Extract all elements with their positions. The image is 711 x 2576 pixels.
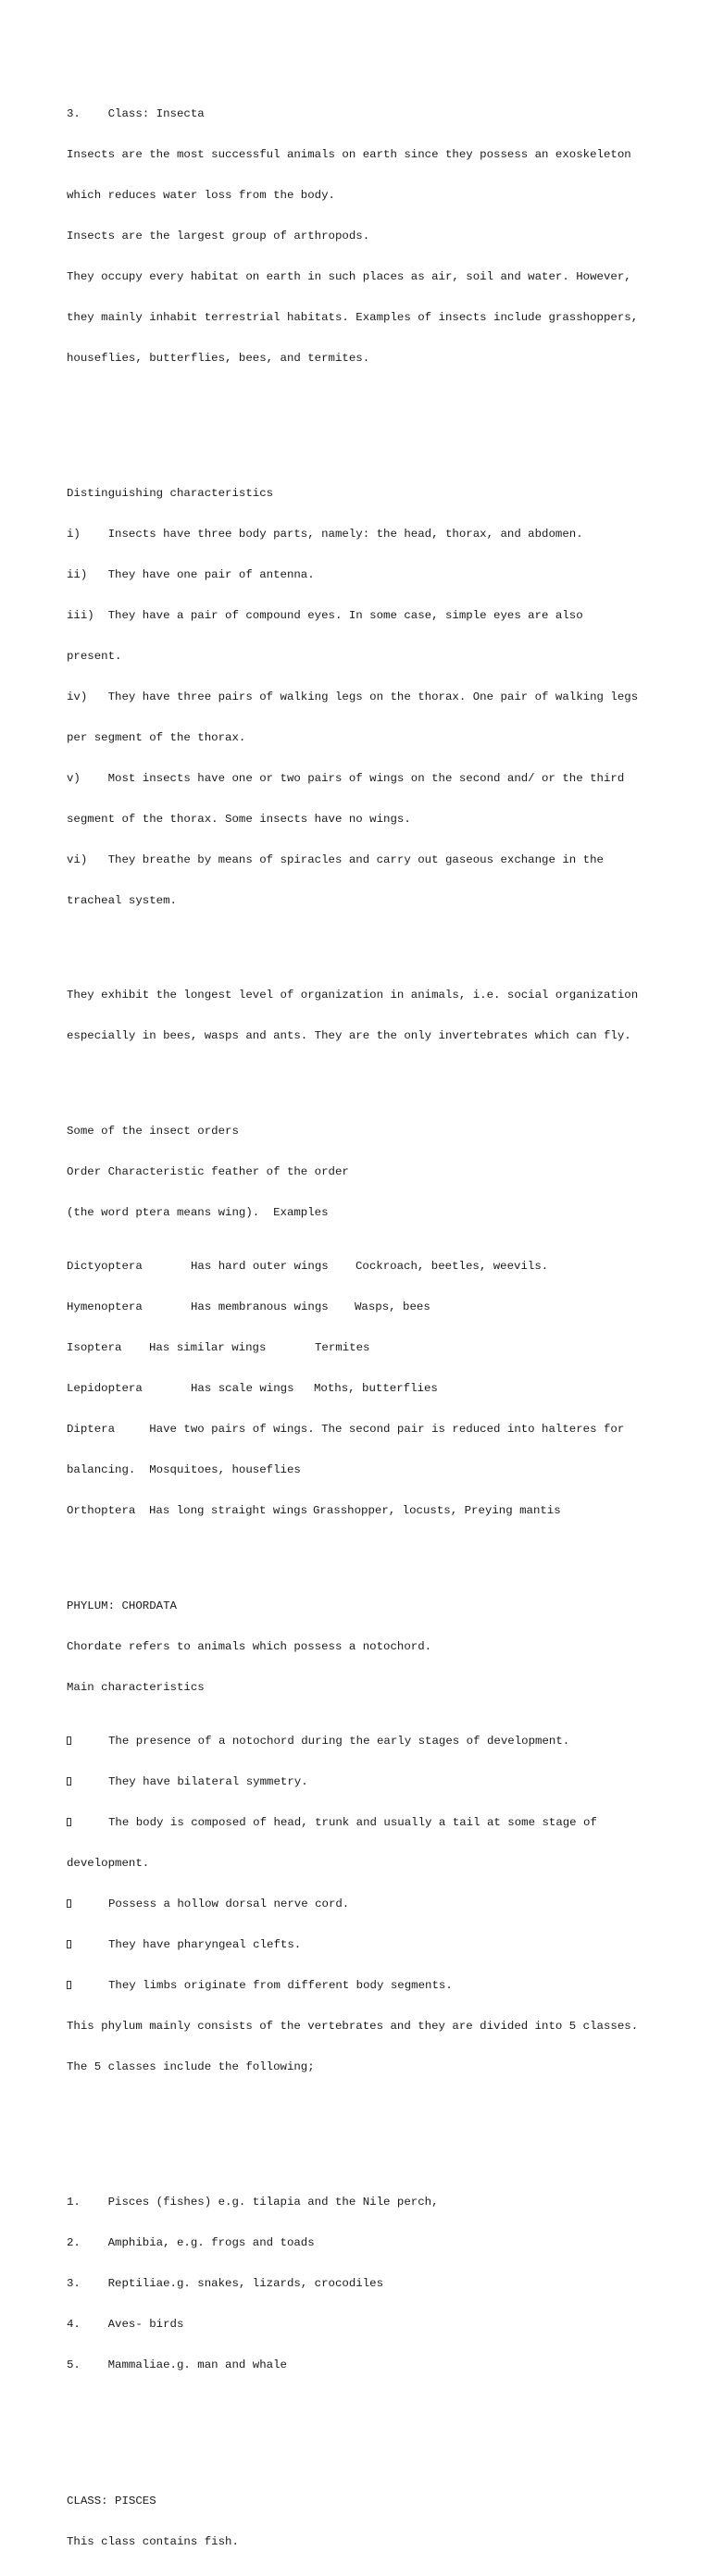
characteristic-item: per segment of the thorax. [67,730,246,744]
bullet-item [67,1898,659,1911]
characteristic-item: iv) They have three pairs of walking legs on the thorax. One pair of walking legs [67,690,639,703]
order-examples: Cockroach, beetles, weevils. [356,1260,549,1274]
order-examples: Termites [315,1341,370,1355]
class-list-item: 3. Reptiliae.g. snakes, lizards, crocodiles [67,2277,384,2291]
bullet-text: They limbs originate from different body segments. [108,1978,453,1992]
class-list-item: 5. Mammaliae.g. man and whale [67,2358,287,2372]
order-feature: Has similar wings [149,1341,267,1355]
order-name: Hymenoptera [67,1300,143,1314]
characteristic-item: ii) They have one pair of antenna. [67,568,315,582]
order-row-diptera-wrap: balancing. Mosquitoes, houseflies [67,1463,301,1477]
bullet-text: They have bilateral symmetry. [108,1775,308,1789]
order-row-diptera: Diptera Have two pairs of wings. The second pair is reduced into halteres for [67,1423,625,1437]
bullet-item [67,1816,659,1830]
orders-table-header: (the word ptera means wing). Examples [67,1205,329,1219]
class-list-item: 4. Aves- birds [67,2318,184,2332]
paragraph-line: The 5 classes include the following; [67,2060,315,2073]
characteristic-item: tracheal system. [67,893,177,907]
paragraph-line: They exhibit the longest level of organization in animals, i.e. social organization [67,989,639,1002]
paragraph-line: Insects are the largest group of arthropods. [67,229,370,243]
order-feature: Has long straight wings [149,1504,308,1518]
bullet-text: The presence of a notochord during the early stages of development. [108,1735,570,1748]
order-row-orthoptera [67,1504,659,1518]
order-name: Orthoptera [67,1504,136,1518]
bullet-text: Possess a hollow dorsal nerve cord. [108,1897,350,1910]
bullet-item [67,1775,659,1789]
characteristic-item: segment of the thorax. Some insects have no wings. [67,812,411,826]
characteristic-item: v) Most insects have one or two pairs of wings on the second and/ or the third [67,771,625,785]
paragraph-line: They occupy every habitat on earth in such places as air, soil and water. However, [67,269,631,283]
bullet-item [67,1938,659,1952]
paragraph-line: houseflies, butterflies, bees, and termites. [67,351,370,365]
bullet-text: The body is composed of head, trunk and usually a tail at some stage of [108,1816,597,1830]
bullet-glyph-icon [67,1736,71,1745]
orders-table-header: Order Characteristic feather of the order [67,1164,349,1178]
bullet-glyph-icon [67,1818,71,1826]
characteristic-item: iii) They have a pair of compound eyes. In some case, simple eyes are also [67,609,583,623]
class-list-item: 1. Pisces (fishes) e.g. tilapia and the Nile perch, [67,2196,439,2209]
class-list-item: 2. Amphibia, e.g. frogs and toads [67,2236,315,2250]
bullet-glyph-icon [67,1981,71,1989]
chordata-heading: PHYLUM: CHORDATA [67,1599,177,1612]
paragraph-line: Chordate refers to animals which possess a notochord. [67,1639,432,1653]
paragraph-line: This phylum mainly consists of the vertebrates and they are divided into 5 classes. [67,2019,639,2033]
order-feature: Has hard outer wings [191,1260,329,1274]
characteristic-item: vi) They breathe by means of spiracles and carry out gaseous exchange in the [67,852,604,866]
characteristic-item: present. [67,650,122,664]
paragraph-line: especially in bees, wasps and ants. They are the only invertebrates which can fly. [67,1029,631,1043]
bullet-glyph-icon [67,1899,71,1908]
bullet-item [67,1735,659,1748]
order-row [67,1260,659,1274]
order-feature: Has scale wings [191,1382,294,1396]
paragraph-line: This class contains fish. [67,2534,239,2548]
bullet-wrap-line: development. [67,1856,150,1870]
paragraph-line: Insects are the most successful animals on earth since they possess an exoskeleton [67,147,631,161]
order-name: Dictyoptera [67,1260,143,1274]
bullet-glyph-icon [67,1940,71,1948]
document-page [67,67,659,2576]
order-name: Isoptera [67,1341,122,1355]
order-examples: Grasshopper, locusts, Preying mantis [313,1504,561,1518]
pisces-heading: CLASS: PISCES [67,2494,156,2508]
paragraph-line: which reduces water loss from the body. [67,188,335,202]
order-feature: Has membranous wings [191,1300,329,1314]
bullet-text: They have pharyngeal clefts. [108,1937,302,1951]
paragraph-line: they mainly inhabit terrestrial habitats. Examples of insects include grasshoppers, [67,310,639,324]
order-name: Lepidoptera [67,1382,143,1396]
characteristic-item: i) Insects have three body parts, namely: the head, thorax, and abdomen. [67,528,583,541]
insecta-heading: 3. Class: Insecta [67,106,205,120]
order-examples: Wasps, bees [355,1300,430,1314]
order-examples: Moths, butterflies [314,1382,438,1396]
order-row [67,1300,659,1314]
bullet-glyph-icon [67,1777,71,1786]
characteristics-heading: Distinguishing characteristics [67,487,274,501]
orders-heading: Some of the insect orders [67,1124,239,1138]
main-characteristics-heading: Main characteristics [67,1680,205,1694]
order-row [67,1341,659,1355]
bullet-item [67,1979,659,1993]
order-row [67,1382,659,1396]
